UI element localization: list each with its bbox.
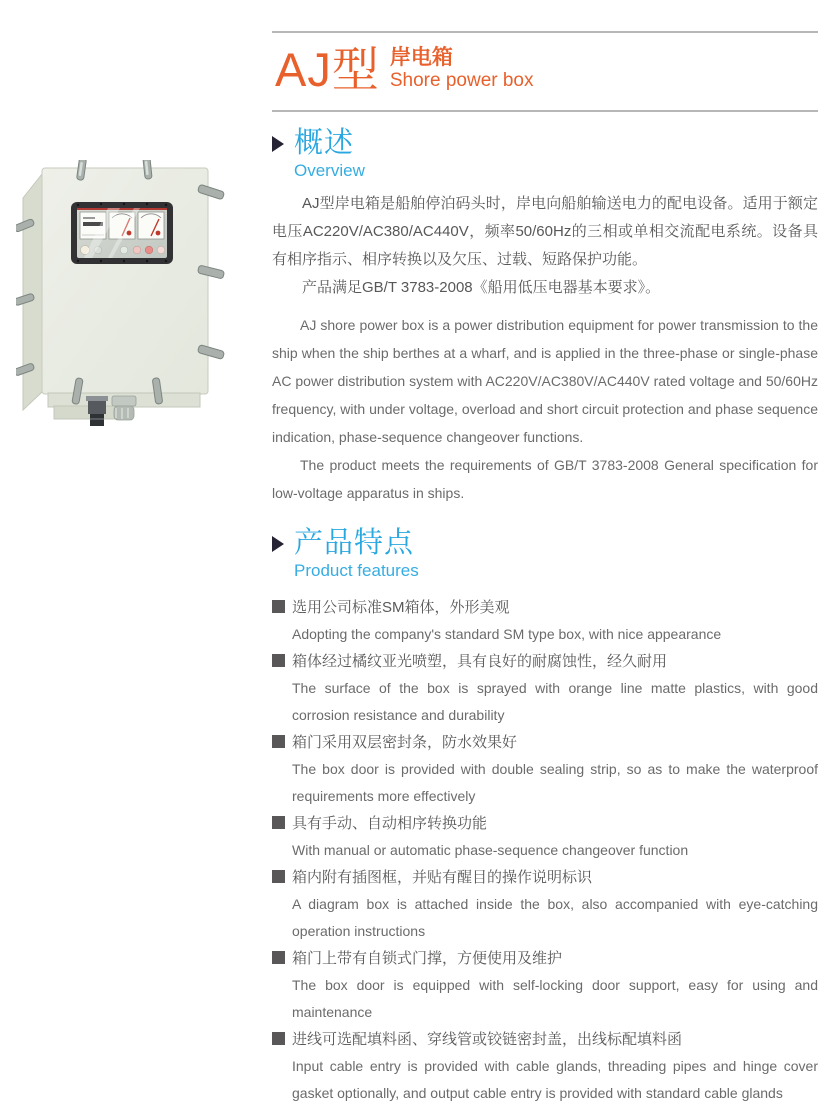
feature-item [272, 864, 818, 945]
section-arrow-icon [272, 136, 284, 152]
feature-cn-text: 箱门采用双层密封条，防水效果好 [292, 734, 518, 752]
section-features [272, 528, 818, 1107]
model-name: AJ型 [275, 43, 380, 96]
feature-en-text: With manual or automatic phase-sequence changeover function [292, 842, 689, 859]
overview-paragraph-en-1: AJ shore power box is a power distribution equipment for power transmission to the ship when the ship berthes at a wharf, and is applied in the three-phase or single-phase AC power distribution system with AC220V/AC380V/AC440V rated voltage and 50/60Hz frequency, with under voltage, overload and short circuit protection and phase sequence indication, phase-sequence changeover functions. [272, 317, 818, 446]
feature-en-text: A diagram box is attached inside the box, also accompanied with eye-catching operation instructions [292, 896, 818, 940]
features-title-cn: 产品特点 [294, 527, 415, 559]
box-front-face [42, 168, 208, 394]
feature-cn-text: 具有手动、自动相序转换功能 [292, 815, 488, 833]
overview-paragraph-cn-2: 产品满足GB/T 3783-2008《船用低压电器基本要求》。 [302, 279, 661, 297]
product-name-cn: 岸电箱 [389, 46, 453, 70]
feature-en-text: The box door is equipped with self-locking door support, easy for using and maintenance [292, 977, 818, 1021]
features-heading [272, 528, 818, 581]
square-bullet-icon [272, 654, 285, 667]
box-side-panel [23, 174, 42, 410]
feature-cn-text: 选用公司标准SM箱体，外形美观 [292, 599, 510, 617]
page-header [275, 43, 534, 96]
section-overview [272, 128, 818, 507]
features-title-en: Product features [294, 560, 419, 580]
square-bullet-icon [272, 1032, 285, 1045]
product-photo [16, 160, 228, 450]
feature-item [272, 729, 818, 810]
shore-power-box-illustration [16, 160, 228, 450]
feature-item [272, 594, 818, 648]
square-bullet-icon [272, 735, 285, 748]
feature-item [272, 945, 818, 1026]
feature-cn-text: 箱门上带有自锁式门撑，方便使用及维护 [292, 950, 563, 968]
feature-en-text: Adopting the company's standard SM type box, with nice appearance [292, 626, 722, 643]
feature-en-text: Input cable entry is provided with cable glands, threading pipes and hinge cover gasket optionally, and output cable entry is provided with standard cable glands [292, 1058, 818, 1102]
feature-cn-text: 箱内附有插图框，并贴有醒目的操作说明标识 [292, 869, 593, 887]
overview-title-cn: 概述 [294, 127, 355, 159]
product-name-en: Shore power box [389, 70, 534, 92]
feature-item [272, 648, 818, 729]
analog-meter-3 [138, 212, 164, 239]
feature-en-text: The surface of the box is sprayed with orange line matte plastics, with good corrosion resistance and durability [292, 680, 818, 724]
cable-gland-metal [112, 396, 136, 420]
overview-paragraph-cn-1: AJ型岸电箱是船舶停泊码头时，岸电向船舶输送电力的配电设备。适用于额定电压AC220V/AC380/AC440V，频率50/60Hz的三相或单相交流配电系统。设备具有相序指示、相序转换以及欠压、过载、短路保护功能。 [272, 195, 818, 269]
overview-title-en: Overview [294, 160, 365, 180]
section-arrow-icon [272, 536, 284, 552]
square-bullet-icon [272, 951, 285, 964]
overview-paragraph-en-2: The product meets the requirements of GB/T 3783-2008 General specification for low-voltage apparatus in ships. [272, 457, 818, 502]
feature-item [272, 1026, 818, 1107]
square-bullet-icon [272, 870, 285, 883]
overview-heading [272, 128, 818, 181]
window-red-strip [77, 208, 167, 210]
feature-list [272, 594, 818, 1107]
feature-en-text: The box door is provided with double sealing strip, so as to make the waterproof requirements more effectively [292, 761, 818, 805]
top-rule [272, 31, 818, 33]
feature-cn-text: 进线可选配填料函、穿线管或铰链密封盖，出线标配填料函 [292, 1031, 683, 1049]
cable-gland-dark [86, 396, 108, 426]
feature-cn-text: 箱体经过橘纹亚光喷塑，具有良好的耐腐蚀性，经久耐用 [292, 653, 668, 671]
square-bullet-icon [272, 600, 285, 613]
model-subtitle [390, 46, 534, 93]
square-bullet-icon [272, 816, 285, 829]
feature-item [272, 810, 818, 864]
header-rule [272, 110, 818, 112]
